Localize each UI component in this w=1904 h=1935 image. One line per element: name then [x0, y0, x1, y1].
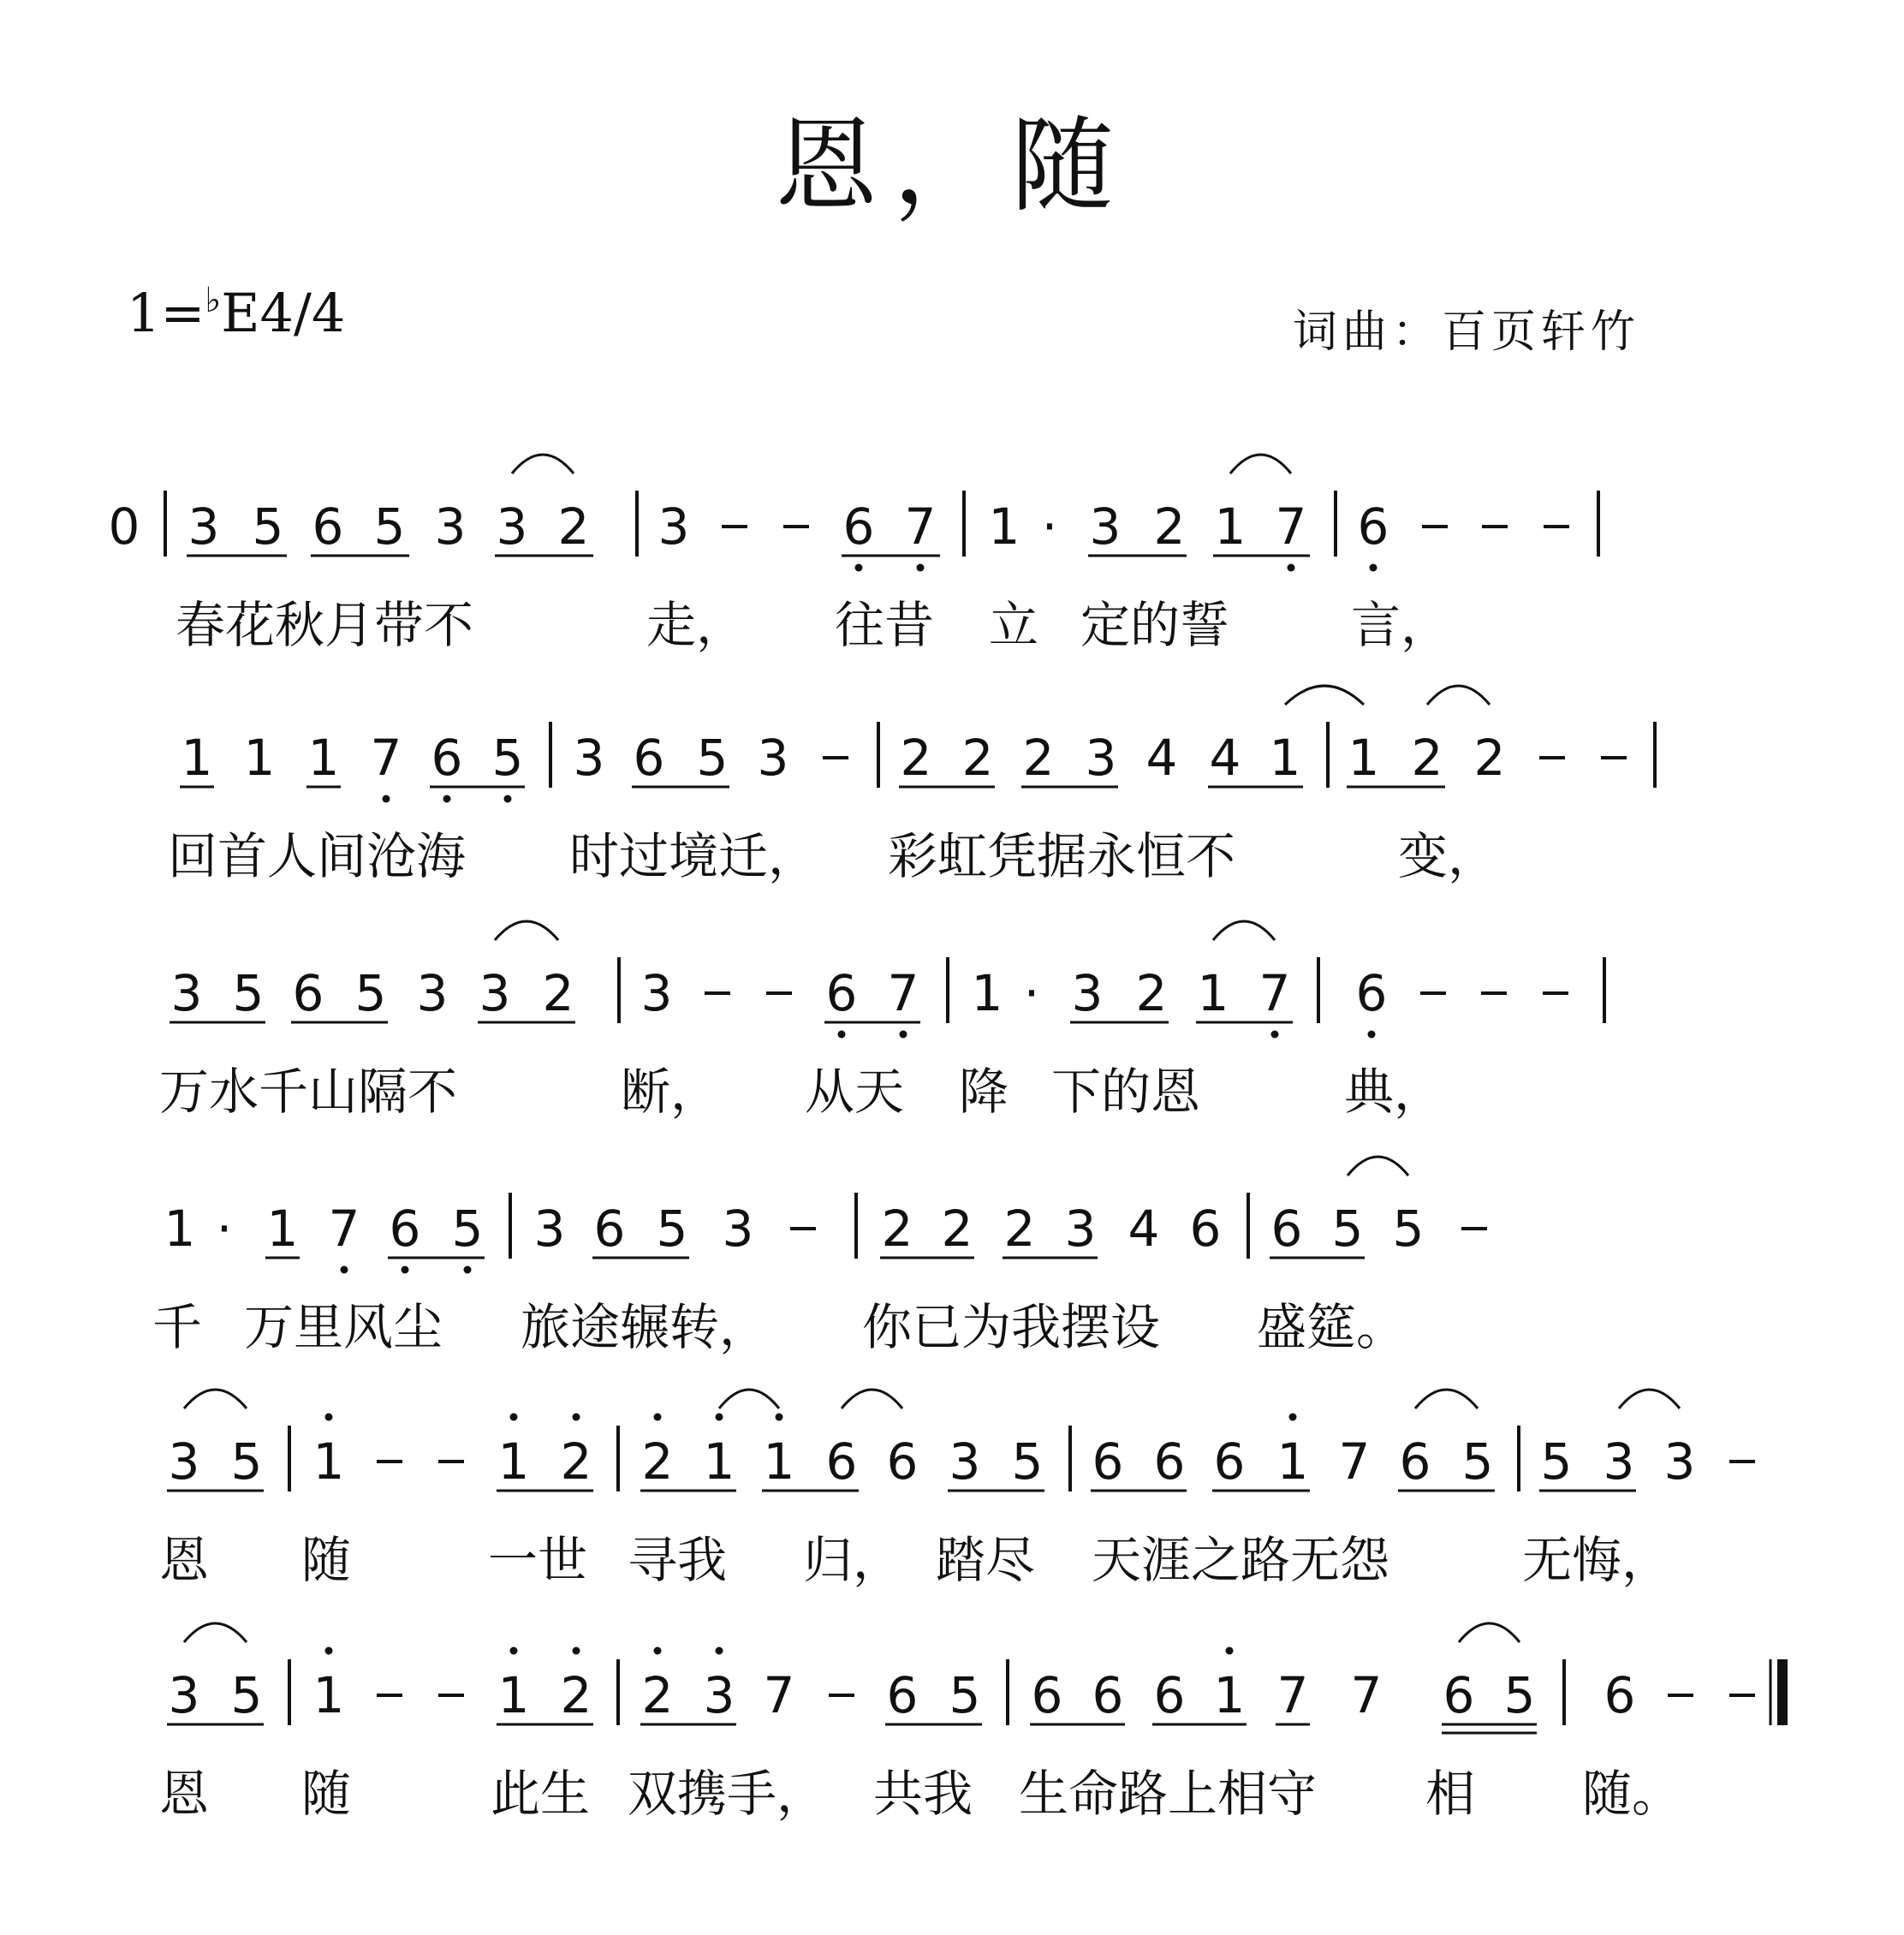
lyric-text: 万里风尘	[244, 1298, 443, 1356]
high-octave-dot	[573, 1414, 580, 1421]
low-octave-dot	[443, 795, 451, 803]
high-octave-dot	[573, 1647, 580, 1655]
note-number: 6	[825, 964, 858, 1022]
low-octave-dot	[383, 795, 390, 803]
note-number: 2	[542, 964, 574, 1022]
key-rest: E4/4	[221, 282, 346, 344]
tie-slur	[1285, 686, 1364, 705]
note-number: 6	[1153, 1432, 1186, 1491]
note-number: 5	[491, 729, 524, 787]
note-number: 3	[496, 497, 528, 556]
note-number: 7	[763, 1666, 795, 1724]
note-number: 7	[1275, 497, 1307, 556]
lyric-text: 归，	[803, 1531, 903, 1589]
high-octave-dot	[1289, 1414, 1297, 1421]
note-number: 3	[170, 964, 203, 1022]
lyric-text: 恩	[159, 1765, 210, 1823]
note-number: 6	[1604, 1666, 1636, 1724]
note-number: 3	[1085, 729, 1117, 787]
composer-credit: 词曲：百页轩竹	[1293, 307, 1641, 358]
note-number: 7	[887, 964, 919, 1022]
note-number: 2	[1153, 497, 1186, 556]
note-number: 2	[1473, 729, 1506, 787]
note-number: 6	[842, 497, 875, 556]
lyric-text: 从天	[805, 1063, 905, 1121]
note-number: 6	[431, 729, 463, 787]
high-octave-dot	[1226, 1647, 1234, 1655]
lyric-text: 盛筵。	[1257, 1298, 1407, 1356]
note-number: ·	[1023, 964, 1040, 1022]
note-number: 6	[1355, 964, 1388, 1022]
lyric-text: 走，	[646, 596, 747, 654]
note-number: 1	[1197, 964, 1229, 1022]
lyric-text: 定的誓	[1080, 596, 1230, 654]
lyric-text: 万水千山隔不	[159, 1063, 458, 1121]
note-number: 6	[825, 1432, 858, 1491]
note-number: ·	[1041, 497, 1058, 556]
tie-slur	[1348, 1157, 1408, 1176]
lyric-text: 寻我	[628, 1531, 728, 1589]
low-octave-dot	[341, 1266, 348, 1274]
note-number: 3	[949, 1432, 981, 1491]
low-octave-dot	[402, 1266, 409, 1274]
note-number: 7	[1338, 1432, 1371, 1491]
note-number: 6	[633, 729, 665, 787]
tie-slur	[1459, 1623, 1520, 1642]
note-number: 3	[434, 497, 467, 556]
note-number: 3	[1603, 1432, 1635, 1491]
note-number: 1	[703, 1432, 735, 1491]
note-number: 7	[370, 729, 402, 787]
lyric-text: 时过境迁，	[569, 827, 818, 885]
note-number: 6	[1357, 497, 1389, 556]
note-number: 5	[1461, 1432, 1494, 1491]
note-number: 5	[949, 1666, 981, 1724]
note-number: 2	[941, 1200, 973, 1258]
high-octave-dot	[510, 1647, 518, 1655]
note-number: 1	[243, 729, 276, 787]
note-number: 6	[292, 964, 324, 1022]
note-number: 6	[1213, 1432, 1246, 1491]
note-number: 5	[230, 1432, 263, 1491]
note-number: 1	[181, 729, 213, 787]
lyric-text: 言，	[1351, 596, 1451, 654]
tie-slur	[1415, 1390, 1478, 1408]
note-number: 1	[1348, 729, 1380, 787]
low-octave-dot	[900, 1031, 907, 1039]
note-number: 1	[971, 964, 1003, 1022]
lyric-text: 往昔	[835, 596, 935, 654]
lyric-text: 下的恩	[1051, 1063, 1201, 1121]
low-octave-dot	[504, 795, 512, 803]
note-number: 4	[1128, 1200, 1160, 1258]
note-number: 6	[1443, 1666, 1475, 1724]
note-number: 3	[1071, 964, 1104, 1022]
lyric-text: 天涯之路无怨	[1092, 1531, 1390, 1589]
lyric-text: 断，	[621, 1063, 721, 1121]
high-octave-dot	[325, 1647, 333, 1655]
lyric-text: 回首人间沧海	[168, 827, 467, 885]
note-number: 3	[416, 964, 449, 1022]
note-number: 2	[900, 729, 932, 787]
lyric-text: 一世	[488, 1531, 588, 1589]
key-one: 1=	[127, 282, 205, 344]
low-octave-dot	[838, 1031, 846, 1039]
low-octave-dot	[1370, 564, 1377, 572]
note-number: 6	[1153, 1666, 1186, 1724]
low-octave-dot	[464, 1266, 472, 1274]
low-octave-dot	[1368, 1031, 1376, 1039]
note-number: 2	[1411, 729, 1443, 787]
tie-slur	[1213, 921, 1275, 940]
note-number: 3	[1663, 1432, 1696, 1491]
tie-slur	[842, 1390, 902, 1408]
note-number: 2	[641, 1432, 674, 1491]
note-number: 5	[232, 964, 265, 1022]
note-number: 5	[354, 964, 387, 1022]
note-number: ·	[216, 1200, 233, 1258]
note-number: 2	[1022, 729, 1055, 787]
note-number: 1	[1269, 729, 1301, 787]
lyric-text: 旅途辗转，	[521, 1298, 770, 1356]
note-number: 6	[312, 497, 344, 556]
note-number: 3	[703, 1666, 735, 1724]
note-number: 1	[164, 1200, 196, 1258]
tie-slur	[1230, 455, 1291, 473]
note-number: 3	[533, 1200, 566, 1258]
note-number: 6	[389, 1200, 421, 1258]
lyric-text: 降	[959, 1063, 1009, 1121]
note-number: 1	[1214, 497, 1247, 556]
note-number: 3	[757, 729, 789, 787]
note-number: 4	[1209, 729, 1241, 787]
high-octave-dot	[654, 1647, 662, 1655]
note-number: 6	[886, 1666, 919, 1724]
note-number: 7	[1276, 1666, 1309, 1724]
note-number: 5	[1331, 1200, 1364, 1258]
tie-slur	[1427, 686, 1490, 705]
low-octave-dot	[1288, 564, 1295, 572]
note-number: 7	[1258, 964, 1291, 1022]
note-number: 3	[657, 497, 690, 556]
lyric-text: 典，	[1344, 1063, 1444, 1121]
note-number: 1	[988, 497, 1020, 556]
lyric-text: 踏尽	[936, 1531, 1036, 1589]
high-octave-dot	[325, 1414, 333, 1421]
high-octave-dot	[510, 1414, 518, 1421]
lyric-text: 春花秋月带不	[176, 596, 474, 654]
note-number: 6	[1270, 1200, 1303, 1258]
flat-sign: ♭	[205, 281, 222, 320]
note-number: 0	[108, 497, 140, 556]
tie-slur	[184, 1390, 247, 1408]
note-number: 6	[1092, 1666, 1124, 1724]
note-number: 3	[1064, 1200, 1097, 1258]
note-number: 7	[904, 497, 937, 556]
note-number: 7	[1350, 1666, 1383, 1724]
lyric-text: 千	[152, 1298, 203, 1356]
high-octave-dot	[776, 1414, 783, 1421]
note-number: 6	[593, 1200, 626, 1258]
lyric-text: 立	[989, 596, 1039, 654]
note-number: 2	[881, 1200, 913, 1258]
note-number: 2	[560, 1432, 592, 1491]
note-number: 2	[961, 729, 994, 787]
note-number: 5	[230, 1666, 263, 1724]
note-number: 3	[479, 964, 511, 1022]
note-number: 1	[1213, 1666, 1246, 1724]
note-number: 4	[1145, 729, 1178, 787]
note-number: 1	[312, 1432, 345, 1491]
note-number: 5	[451, 1200, 484, 1258]
song-title: 恩，随	[775, 107, 1129, 226]
note-number: 5	[1392, 1200, 1425, 1258]
note-number: 2	[1003, 1200, 1036, 1258]
lyric-text: 无悔，	[1522, 1531, 1672, 1589]
low-octave-dot	[855, 564, 863, 572]
note-number: 1	[307, 729, 340, 787]
note-number: 6	[1092, 1432, 1124, 1491]
note-number: 1	[497, 1666, 530, 1724]
high-octave-dot	[716, 1647, 723, 1655]
note-number: 3	[187, 497, 220, 556]
high-octave-dot	[716, 1414, 723, 1421]
note-number: 5	[1503, 1666, 1536, 1724]
note-number: 3	[1089, 497, 1122, 556]
note-number: 2	[560, 1666, 592, 1724]
note-number: 1	[497, 1432, 530, 1491]
note-number: 5	[373, 497, 406, 556]
final-barline-thick	[1777, 1659, 1788, 1725]
note-number: 1	[763, 1432, 795, 1491]
tie-slur	[1619, 1390, 1680, 1408]
low-octave-dot	[1271, 1031, 1279, 1039]
note-number: 1	[1276, 1432, 1309, 1491]
note-number: 6	[1399, 1432, 1431, 1491]
note-number: 7	[328, 1200, 360, 1258]
note-number: 5	[696, 729, 729, 787]
note-number: 6	[1189, 1200, 1222, 1258]
note-number: 5	[252, 497, 284, 556]
note-number: 3	[168, 1432, 200, 1491]
lyric-text: 相	[1425, 1765, 1476, 1823]
lyric-text: 随	[301, 1531, 352, 1589]
note-number: 6	[886, 1432, 919, 1491]
note-number: 3	[722, 1200, 754, 1258]
lyric-text: 随。	[1582, 1765, 1682, 1823]
note-number: 2	[1135, 964, 1168, 1022]
lyric-text: 随	[301, 1765, 352, 1823]
lyric-text: 双携手，	[628, 1765, 827, 1823]
note-number: 2	[641, 1666, 674, 1724]
note-number: 5	[1540, 1432, 1573, 1491]
tie-slur	[512, 455, 574, 473]
note-number: 5	[1011, 1432, 1044, 1491]
lyric-text: 此生	[491, 1765, 591, 1823]
tie-slur	[495, 921, 558, 940]
lyric-text: 彩虹凭据永恒不	[888, 827, 1236, 885]
lyric-text: 生命路上相守	[1019, 1765, 1318, 1823]
note-number: 1	[266, 1200, 299, 1258]
lyric-text: 恩	[159, 1531, 210, 1589]
tie-slur	[719, 1390, 779, 1408]
note-number: 1	[312, 1666, 345, 1724]
note-number: 6	[1031, 1666, 1063, 1724]
lyric-text: 变，	[1398, 827, 1498, 885]
note-number: 3	[573, 729, 605, 787]
high-octave-dot	[654, 1414, 662, 1421]
note-number: 2	[557, 497, 590, 556]
lyric-text: 你已为我摆设	[862, 1298, 1161, 1356]
note-number: 3	[168, 1666, 200, 1724]
note-number: 5	[656, 1200, 688, 1258]
lyric-text: 共我	[873, 1765, 973, 1823]
low-octave-dot	[917, 564, 925, 572]
note-number: 3	[640, 964, 673, 1022]
tie-slur	[184, 1623, 247, 1642]
